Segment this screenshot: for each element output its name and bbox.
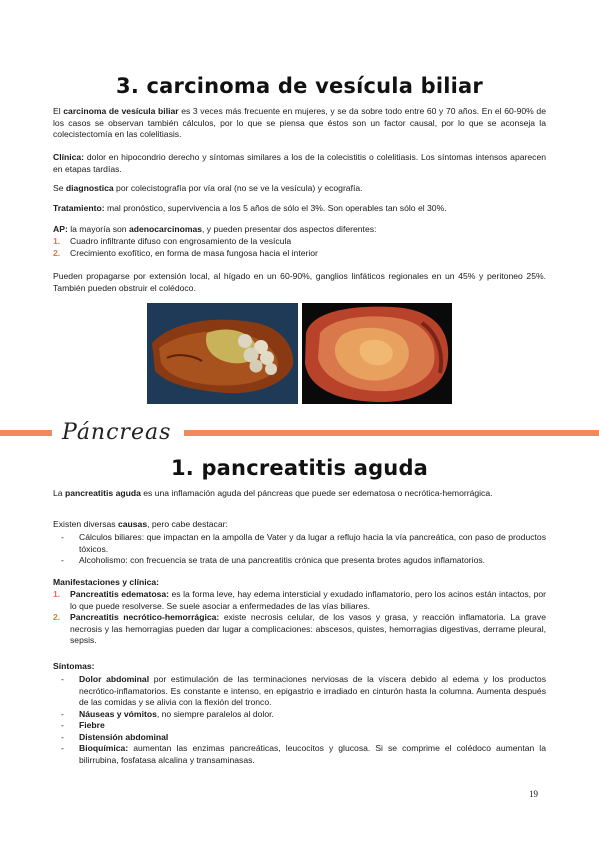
ap-item-text: Cuadro infiltrante difuso con engrosamiento de la vesícula bbox=[70, 236, 292, 246]
sintoma-bold: Dolor abdominal bbox=[79, 674, 150, 684]
divider-bar-right bbox=[184, 430, 599, 436]
sintomas-label: Síntomas: bbox=[53, 661, 95, 671]
sintoma-text: aumentan las enzimas pancreáticas, leucocitos y glucosa. Si se comprime el colédoco aumentan la bilirrubina, fosfatasa alcalina y transaminasas. bbox=[79, 743, 546, 765]
causas-pre: Existen diversas bbox=[53, 519, 118, 529]
bullet-dash: - bbox=[61, 731, 64, 742]
propagacion-paragraph: Pueden propagarse por extensión local, al hígado en un 60-90%, ganglios linfáticos regionales en un 45% y peritoneo 25%. También pueden obstruir el colédoco. bbox=[53, 271, 546, 293]
clinica-paragraph bbox=[53, 152, 546, 175]
manifestaciones-list bbox=[53, 589, 546, 647]
section-title-carcinoma: 3. carcinoma de vesícula biliar bbox=[116, 74, 483, 98]
exophytic-mass-image bbox=[302, 303, 452, 404]
manifestaciones-title bbox=[53, 577, 546, 589]
causa-text: Cálculos biliares: que impactan en la ampolla de Vater y da lugar a reflujo hacia la vía pancreática, con paso de productos tóxicos. bbox=[79, 532, 546, 554]
sintoma-item-4 bbox=[53, 732, 546, 744]
ap-paragraph bbox=[53, 224, 546, 236]
tratamiento-label: Tratamiento: bbox=[53, 203, 105, 213]
sintoma-item-2 bbox=[53, 709, 546, 721]
section-title-pancreatitis: 1. pancreatitis aguda bbox=[170, 456, 429, 480]
causa-item-2 bbox=[53, 555, 546, 567]
gallbladder-stones-photo bbox=[147, 303, 298, 404]
sintoma-item-3 bbox=[53, 720, 546, 732]
sintoma-bold: Distensión abdominal bbox=[79, 731, 169, 742]
sintoma-bold: Fiebre bbox=[79, 720, 105, 730]
sintoma-item-5 bbox=[53, 743, 546, 766]
manifest-text: es la forma leve, hay edema intersticial y exudado inflamatorio, pero los acinos están intactos, por lo que puede resolverse. Se suele asociar a enfermedades de las vías biliares. bbox=[70, 589, 546, 611]
diagnostico-pre: Se bbox=[53, 183, 66, 193]
manifestaciones-label: Manifestaciones y clínica: bbox=[53, 577, 160, 587]
diagnostico-paragraph bbox=[53, 183, 546, 195]
intro-bold: carcinoma de vesícula biliar bbox=[63, 106, 179, 116]
clinica-text: dolor en hipocondrio derecho y síntomas similares a los de la colecistitis o colelitiasis. Los síntomas intensos aparecen en etapas tardías. bbox=[53, 152, 546, 174]
manifest-bold: Pancreatitis edematosa: bbox=[70, 589, 169, 599]
sintoma-bold: Náuseas y vómitos bbox=[79, 708, 157, 719]
ap-label: AP: bbox=[53, 224, 68, 234]
ap-item-number: 2. bbox=[53, 247, 61, 258]
definition-post: es una inflamación aguda del páncreas que puede ser edematosa o necrótica-hemorrágica. bbox=[140, 488, 493, 498]
pancreas-heading: Páncreas bbox=[62, 420, 172, 445]
intro-paragraph bbox=[53, 106, 546, 141]
definition-bold: pancreatitis aguda bbox=[64, 488, 141, 498]
bullet-dash: - bbox=[61, 743, 64, 753]
ap-pre: la mayoría son bbox=[67, 224, 129, 234]
tratamiento-text: mal pronóstico, supervivencia a los 5 años de sólo el 3%. Son operables tan sólo el 30%. bbox=[104, 203, 447, 213]
manifest-bold: Pancreatitis necrótico-hemorrágica: bbox=[70, 612, 220, 622]
manifest-item-1 bbox=[53, 589, 546, 612]
manifest-text: existe necrosis celular, de los vasos y grasa, y reacción inflamatoria. La grave necrosis y las hemorragias pueden dar lugar a complicaciones: abscesos, quistes, hemorragias digestivas, derrame pleural, sepsis. bbox=[70, 612, 546, 645]
tratamiento-paragraph bbox=[53, 203, 546, 215]
intro-text-1: El bbox=[53, 106, 64, 116]
ap-item-number: 1. bbox=[53, 236, 61, 246]
page-number: 19 bbox=[529, 789, 538, 799]
exophytic-mass-photo bbox=[302, 303, 452, 404]
bullet-dash: - bbox=[61, 674, 64, 684]
divider-bar-left bbox=[0, 430, 52, 436]
bullet-dash: - bbox=[61, 532, 64, 542]
sintoma-text: , no siempre paralelos al dolor. bbox=[156, 708, 274, 719]
ap-item-1 bbox=[53, 236, 546, 248]
causa-text: Alcoholismo: con frecuencia se trata de una pancreatitis crónica que presenta brotes agudos inflamatorios. bbox=[79, 555, 486, 565]
causas-post: , pero cabe destacar: bbox=[147, 519, 228, 529]
ap-list bbox=[53, 236, 546, 259]
ap-item-2 bbox=[53, 248, 546, 260]
sintomas-title bbox=[53, 661, 546, 673]
causas-bold: causas bbox=[117, 519, 148, 529]
ap-post: , y pueden presentar dos aspectos diferentes: bbox=[202, 224, 377, 234]
causa-item-1 bbox=[53, 532, 546, 555]
causas-list bbox=[53, 532, 546, 567]
sintoma-bold: Bioquímica: bbox=[79, 743, 129, 753]
diagnostico-label: diagnostica bbox=[65, 183, 114, 193]
intro-text-2: es 3 veces más frecuente en mujeres, y se da sobre todo entre 60 y 70 años. En el 60-90% de los casos se observan también cálculos, por lo que se piensa que éstos son un factor causal, por lo que se aconseja la colecistectomía en las colelitiasis. bbox=[53, 106, 546, 139]
definition-pre: La bbox=[53, 488, 65, 498]
clinica-label: Clínica: bbox=[53, 152, 85, 162]
causas-intro bbox=[53, 519, 546, 531]
bullet-dash: - bbox=[61, 555, 64, 565]
ap-item-text: Crecimiento exofítico, en forma de masa fungosa hacia el interior bbox=[70, 247, 318, 258]
bullet-dash: - bbox=[61, 720, 64, 730]
manifest-number: 2. bbox=[53, 612, 61, 622]
manifest-number: 1. bbox=[53, 589, 61, 599]
gallbladder-stones-image bbox=[147, 303, 298, 404]
definition-paragraph bbox=[53, 488, 546, 500]
sintoma-text: por estimulación de las terminaciones nerviosas de la víscera debido al edema y los productos necrótico-inflamatorios. Es constante e intenso, en epigastrio e irradiado en cinturón hasta la columna. Aumenta después de las comidas y se alivia con la flexión del tronco. bbox=[79, 674, 546, 707]
manifest-item-2 bbox=[53, 612, 546, 647]
sintoma-item-1 bbox=[53, 674, 546, 709]
diagnostico-text: por colecistografía por vía oral (no se ve la vesícula) y ecografía. bbox=[113, 183, 363, 193]
sintomas-list bbox=[53, 674, 546, 766]
ap-bold: adenocarcinomas bbox=[128, 224, 203, 234]
bullet-dash: - bbox=[61, 708, 64, 719]
